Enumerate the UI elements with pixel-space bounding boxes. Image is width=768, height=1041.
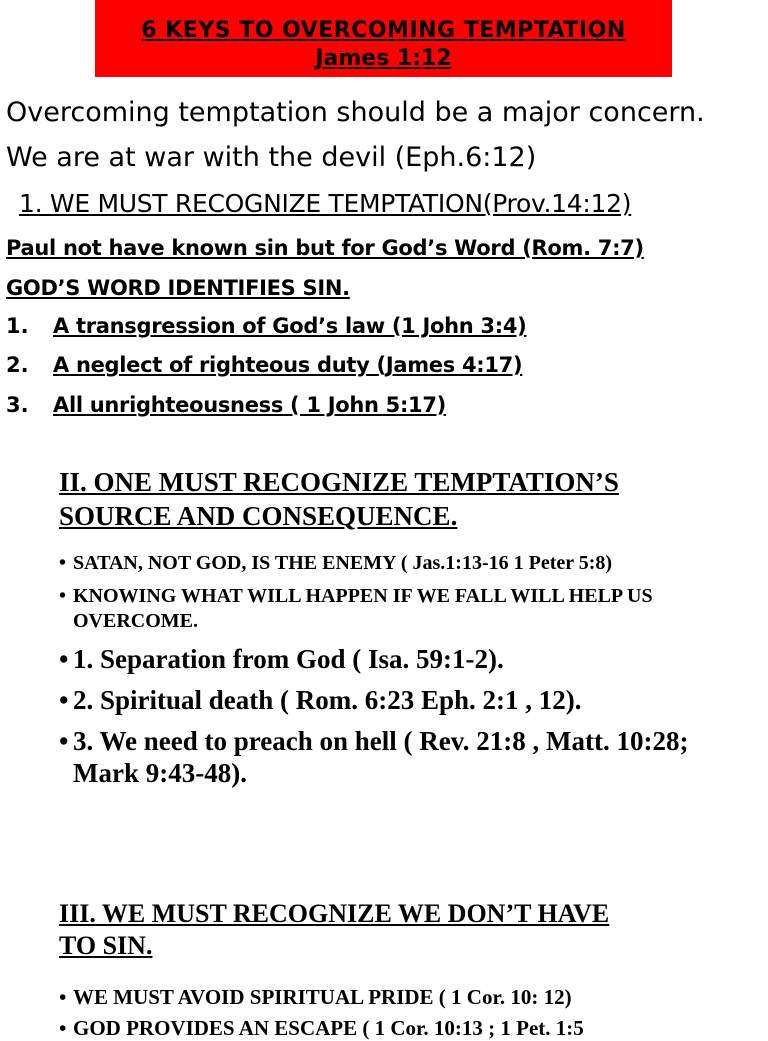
bullet-item [59,684,739,716]
section-3-heading [59,898,739,962]
bullet-icon: • [59,644,69,674]
bullet-text: 1. Separation from God ( Isa. 59:1-2). [73,644,504,674]
list-number: 2. [6,353,29,377]
bullet-text: KNOWING WHAT WILL HAPPEN IF WE FALL WILL HELP US OVERCOME. [73,585,653,632]
bullet-icon: • [59,1016,67,1040]
list-text: A transgression of God’s law (1 John 3:4) [53,314,527,338]
bullet-item [59,551,739,576]
bullet-text: 2. Spiritual death ( Rom. 6:23 Eph. 2:1 , 12). [73,685,582,715]
section-3-heading-line-2: TO SIN. [59,931,153,960]
list-number: 3. [6,393,29,417]
gods-word-identifies-sin: GOD’S WORD IDENTIFIES SIN. [6,276,350,300]
list-text: A neglect of righteous duty (James 4:17) [53,353,523,377]
bullet-item [59,1016,739,1041]
section-2-heading [59,465,739,533]
bullet-item [59,584,659,634]
bullet-text: 3. We need to preach on hell ( Rev. 21:8 , Matt. 10:28; Mark 9:43-48). [73,726,689,788]
list-number: 1. [6,314,29,338]
intro-line-2: We are at war with the devil (Eph.6:12) [6,142,537,173]
list-text: All unrighteousness ( 1 John 5:17) [53,393,446,417]
bullet-text: SATAN, NOT GOD, IS THE ENEMY ( Jas.1:13-16 1 Peter 5:8) [73,552,613,574]
intro-line-1: Overcoming temptation should be a major concern. [6,97,705,128]
paul-line: Paul not have known sin but for God’s Word (Rom. 7:7) [6,236,644,260]
section-2-heading-line-1: II. ONE MUST RECOGNIZE TEMPTATION’S [59,467,619,497]
bullet-item [59,985,739,1010]
bullet-text: GOD PROVIDES AN ESCAPE ( 1 Cor. 10:13 ; 1 Pet. 1:5 [73,1016,584,1040]
section-1-heading: 1. WE MUST RECOGNIZE TEMPTATION(Prov.14:12) [19,189,632,218]
section-2-heading-line-2: SOURCE AND CONSEQUENCE. [59,501,458,531]
bullet-icon: • [59,726,69,756]
bullet-text: WE MUST AVOID SPIRITUAL PRIDE ( 1 Cor. 10: 12) [73,985,572,1009]
bullet-icon: • [59,685,69,715]
bullet-item [59,725,699,789]
section-3-heading-line-1: III. WE MUST RECOGNIZE WE DON’T HAVE [59,899,610,928]
document-title: 6 KEYS TO OVERCOMING TEMPTATION [141,18,626,43]
bullet-icon: • [59,552,67,574]
bullet-item [59,643,739,675]
bullet-icon: • [59,585,67,607]
bullet-icon: • [59,985,67,1009]
scripture-reference: James 1:12 [315,46,452,71]
title-banner [95,0,672,77]
